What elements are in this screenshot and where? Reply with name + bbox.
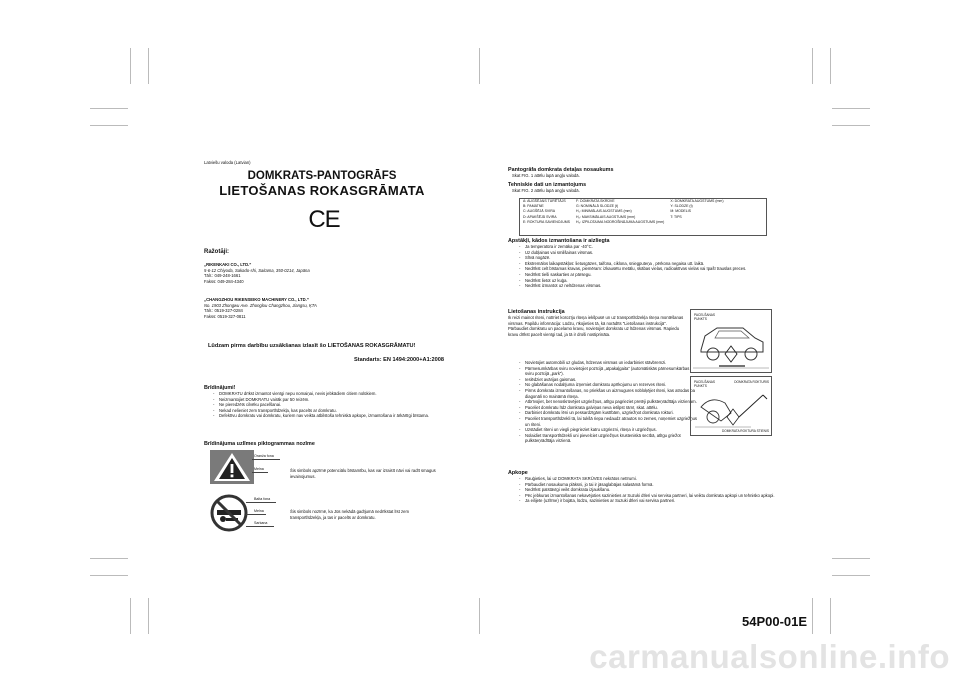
jack-handle-label: DOMKRATA ROKTURIS xyxy=(734,380,769,384)
prohibited-conditions-heading: Apstākļi, kādos izmantošana ir aizliegta xyxy=(508,238,610,244)
table-cell: D: APAKŠĒJĀ SVIRA xyxy=(523,214,557,219)
instruction-item: - Uzstādiet riteni un viegli piegrieziet katru uzgriezni, riteņa ir uzgriežņus. xyxy=(525,427,697,433)
table-cell: G: NOMINĀLĀ SLODZE (t) xyxy=(576,204,619,209)
table-row xyxy=(520,220,727,225)
crop-mark xyxy=(832,558,870,559)
crop-mark xyxy=(90,558,128,559)
prohibited-conditions-list xyxy=(516,244,775,289)
table-cell: A: AUGŠĒJAIS TURĒTĀJS xyxy=(523,199,566,203)
table-cell: H₃: IZPILDĪJUMA NODROŠINĀJUMA AUGSTUMS (mm) xyxy=(576,219,665,224)
table-cell: E: ROKTURA SAVIENOJUMS xyxy=(523,219,570,224)
watermark: carmanualsonline.info xyxy=(589,638,950,675)
callout-line xyxy=(252,459,280,460)
lift-point-label: PACELŠANAS PUNKTS xyxy=(694,313,716,321)
warning-triangle-icon xyxy=(210,450,254,484)
condition-item: - Nedrīkst izmantot uz nelīdzenas virsmas. xyxy=(525,283,775,289)
pictogram-2-label-c: Sarkana xyxy=(254,521,268,525)
manufacturer-2-phone: Tālr.: 0519-327-0284 xyxy=(204,308,243,314)
no-crawling-under-vehicle-icon xyxy=(210,494,248,532)
condition-item: - Ekstremālos laikapstākļos: lietusgāzes, taifūna, ciklona, sniegputeņa , pērkona negaisa utt. laikā. xyxy=(525,261,775,267)
condition-item: - Uz dubļainas vai smilšainas virsmas. xyxy=(525,250,775,256)
crop-mark xyxy=(479,48,480,84)
manufacturer-1-phone: Tālr.: 049-248-1661 xyxy=(204,273,241,279)
manufacturer-1 xyxy=(204,262,444,284)
crop-mark xyxy=(479,598,480,634)
pictogram-2-label-a: Balta fona xyxy=(254,497,271,501)
warning-item: - DOMKRATU drīkst izmantot vienīgi nepu nomaiņai, nevis jebkādiem citiem nolūkiem. xyxy=(219,391,439,397)
standard-reference: Standarts: EN 1494:2000+A1:2008 xyxy=(353,357,444,363)
language-label: Latviešu valoda (Latvian) xyxy=(204,160,251,165)
condition-item: - Slīvā nogāzē. xyxy=(525,255,775,261)
table-cell xyxy=(667,220,726,225)
maintenance-item: - Pārbaudiet nosaukuma plāksni, jo tai ir jāsaglabājas salasāmā formā. xyxy=(525,482,775,488)
table-cell: M: MODELIS xyxy=(670,209,691,214)
callout-line xyxy=(246,502,276,503)
warnings-list xyxy=(210,391,439,419)
table-cell: F: DOMKRATA SKRŪVE xyxy=(576,199,615,203)
crop-mark xyxy=(148,48,149,84)
condition-item: - Nedrīkst lietot uz kuģa. xyxy=(525,278,775,284)
warning-item: - Ne pieredzēts cilvēku pacelšanai. xyxy=(219,402,439,408)
instruction-item: - No glabāšanas nodalījuma izņemiet domkratu aprīkojumu un rezerves riteni. xyxy=(525,382,697,388)
car-on-jack-icon xyxy=(691,310,771,372)
instruction-item: - Nolaidiet transportlīdzekli uni pievelciet uzgriežņus krusteniskā secībā, atlīgu griežot pulksteņrādītāja virzienā. xyxy=(525,433,697,444)
crop-mark xyxy=(90,575,128,576)
manufacturer-2-address: No. 1903 Zhongwu Ave. Zhonglou Changzhou, Jiangsu, ĶTA xyxy=(204,302,317,308)
maintenance-item: - Pēc jebkuras izmantošanas nekavējoties sazinieties ar Suzuki dīleri vai servisa partneri, lai veiktu domkrata apkopi un tehnisko apkopi. xyxy=(525,493,775,499)
manufacturer-2-name: „CHANGZHOU RIKENSEIKO MACHINERY CO., LTD.” xyxy=(204,297,309,302)
callout-line xyxy=(246,526,274,527)
document-code: 54P00-01E xyxy=(742,614,808,629)
warnings-heading: Brīdinājumi! xyxy=(204,385,236,391)
parts-reference: Skat FIG. 1 attēlu lapā angļu valodā. xyxy=(512,173,580,178)
maintenance-item: - Nedrīkst patstāvīgi veikt domkrata izjaukšanu. xyxy=(525,487,775,493)
pictogram-1-label-b: Melna xyxy=(254,467,264,471)
instruction-item: - Atbrīvojiet, bet nenoskrūvējiet uzgriežņus, atlīgu pagrieziet pretēji pulksteņrādītāja virzienam. xyxy=(525,399,697,405)
jack-handle-figure xyxy=(690,376,772,436)
table-cell: C: AUGŠĒJĀ SVIRA xyxy=(523,209,556,214)
crop-mark xyxy=(830,598,831,634)
warning-item: - Defektīvu domkratu vai domkratu, kuriem nav veikta atbilstoša tehniskā apkope, izmantošana ir ārkārtīgi bīstama. xyxy=(219,413,439,419)
instruction-item: - Paceliet transportlīdzekli tā, lai tukšā riepa nedaudz atrautos no zemes, noņemiet uzgriežņus un riteni. xyxy=(525,416,697,427)
instruction-item: - Darbiniet domkratu lēni un pessardzīgām kustībām, uzgriežņot domkrata rokturi. xyxy=(525,410,697,416)
instruction-item: - Ieslēdziet avārijas gaismas. xyxy=(525,377,697,383)
instruction-item: - Paceliet domkratu līdz domkrata galviņas neva ietilpst rāmī, skat. attēlu. xyxy=(525,405,697,411)
crop-mark xyxy=(130,598,131,634)
maintenance-item: - Ja eilijete (uzlīme) ir bojāta, lūdzu, sazinieties ar Suzuki dīleri vai servisa partneri. xyxy=(525,498,775,504)
condition-item: - Nedrīkst tieši saskarties ar pārsegu. xyxy=(525,272,775,278)
warning-item: - Neizmantojiet DOMKRATU vairāk par 50 reizēm. xyxy=(219,397,439,403)
tech-data-heading: Tehniskie dati un izmantojums xyxy=(508,182,587,188)
pictogram-1-label-a: Oranža fona xyxy=(254,454,274,458)
warning-item: - Nekad nelieniet zem transportlīdzekļa, kas pacelts ar domkratu. xyxy=(219,408,439,414)
title-line-2: LIETOŠANAS ROKASGRĀMATA xyxy=(219,183,425,198)
instruction-item: - Pārmesumkārbas sviru novietojiet pozīcijā „atpakaļgaita” (automātiskās pārnesumkārbas sviru pozīcijā „park”). xyxy=(525,366,697,377)
crop-mark xyxy=(832,108,870,109)
table-cell: X: DOMKRATA AUGSTUMS (mm) xyxy=(670,199,724,203)
pictogram-heading: Brīdinājuma uzlīmes piktogrammas nozīme xyxy=(204,441,315,447)
instructions-list xyxy=(516,360,697,444)
lift-point-label: PACELŠANAS PUNKTS xyxy=(694,380,716,388)
manufacturer-1-name: „RIKENKAKI CO., LTD.” xyxy=(204,262,252,267)
crop-mark xyxy=(812,598,813,634)
instructions-intro: Ik reizi mainot riteni, notīriet korozīju riteņa iekšpusē un uz transportlīdzekļa riteņa montēšanas virsmas. Papildu informācija: Lūdzu, rīkojieties tā, kā norādīts "Lietošanas instrukcijā". Pārbaudiet domkratu un pacelamo kravu, novietojiet domkratu uz līdzenas virsmas. Rapiedu kravu drīkst pacelt vienīgi tad, ja tā ir droši nostiprināta. xyxy=(508,315,684,337)
maintenance-list xyxy=(516,476,775,504)
crop-mark xyxy=(90,108,128,109)
jack-handle-rod-label: DOMKRATA ROKTURA STIENIS xyxy=(722,429,769,433)
table-cell: T: TIPS xyxy=(670,214,682,219)
jack-handle-icon xyxy=(691,377,771,435)
crop-mark xyxy=(130,48,131,84)
crop-mark xyxy=(812,48,813,84)
condition-item: - Ja temperatūra ir zemāka par -40°C. xyxy=(525,244,775,250)
manufacturer-2-fax: Fakss: 0519-327-0811 xyxy=(204,313,246,319)
table-cell: H₂: MAKSIMĀLAIS AUGSTUMS (mm) xyxy=(576,214,636,219)
manufacturer-1-fax: Fakss: 049-284-4340 xyxy=(204,278,244,284)
tech-data-reference: Skat FIG. 2 attēlu lapā angļu valodā. xyxy=(512,188,580,193)
pictogram-2-description: Šis simbols nozīmē, ka Jūs nekādā gadījumā nedrīkstat līst zem transportlīdzekļa, ja tas ir pacelts ar domkratu. xyxy=(290,509,409,520)
crop-mark xyxy=(148,598,149,634)
title-line-1: DOMKRATS-PANTOGRĀFS xyxy=(247,170,397,182)
callout-line xyxy=(246,514,266,515)
spec-legend-table xyxy=(519,198,767,236)
table-cell: B: PAMATNE xyxy=(523,204,544,209)
table-cell: H₁: MINIMĀLAIS AUGSTUMS (mm) xyxy=(576,209,632,214)
jack-placement-figure xyxy=(690,309,772,373)
crop-mark xyxy=(90,125,128,126)
instruction-item: - Pirms domkrata izmantošanas, no priekšas un aizmugures nobloķējiet riteni, kas atrodas pa diagonāli no maināmā riteņa. xyxy=(525,388,697,399)
maintenance-item: - Rauģieties, lai uz DOMKRATA SKRŪVES nekrātos netīrumi. xyxy=(525,476,775,482)
pictogram-1-description: Šis simbols apzīmē potenciālu bīstamību, kas var izraisīt nāvi vai radīt smagus ievainojumus. xyxy=(290,468,436,479)
maintenance-heading: Apkope xyxy=(508,470,528,476)
instructions-heading: Lietošanas instrukcija xyxy=(508,309,565,315)
instruction-item: - Novietojiet automobili uz gludas, līdzenas virsmas un iedarbiniet stāvbremzi. xyxy=(525,360,697,366)
manufacturer-2 xyxy=(204,297,444,319)
table-cell: Y: SLODZE (t) xyxy=(670,204,693,209)
parts-heading: Pantogrāfa domkrata detaļas nosaukums xyxy=(508,167,614,173)
callout-line xyxy=(252,472,268,473)
crop-mark xyxy=(832,125,870,126)
manufacturers-heading: Ražotāji: xyxy=(204,249,230,255)
crop-mark xyxy=(830,48,831,84)
crop-mark xyxy=(832,575,870,576)
pictogram-2-label-b: Melna xyxy=(254,509,264,513)
manufacturer-1-address: 5-6-12 Chiyoda, Sakado-shi, Saitama, 350-0214, Japāna xyxy=(204,267,310,273)
read-manual-notice: Lūdzam pirms darbību uzsākšanas izlasīt šo LIETOŠANAS ROKASGRĀMATU! xyxy=(208,343,416,349)
ce-mark: CE xyxy=(308,206,340,233)
condition-item: - Nedrīkst celt bīstamas kravas, piemēram: izkausētu metālu, skābas vielas, radioaktīvas vielas vai īpašī trauslas preces. xyxy=(525,266,775,272)
